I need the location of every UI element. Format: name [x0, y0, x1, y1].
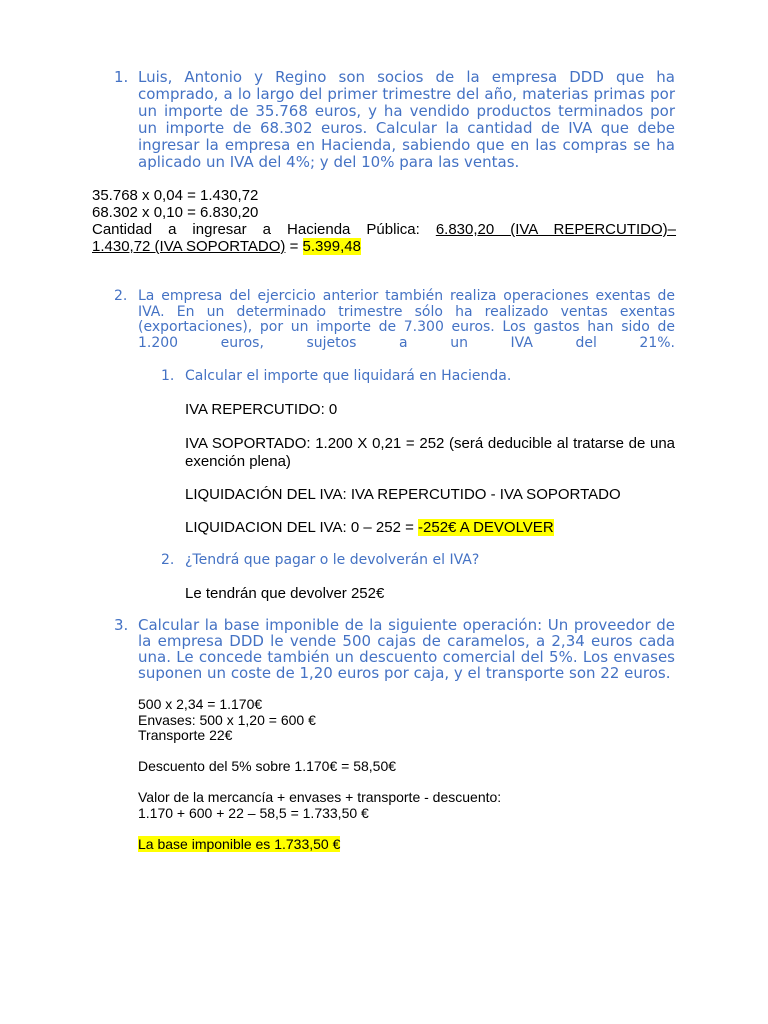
answer-2-1-prefix: LIQUIDACION DEL IVA: 0 – 252 = [185, 519, 419, 536]
question-3-number: 3. [114, 616, 129, 634]
answer-3-line-2: Envases: 500 x 1,20 = 600 € [138, 711, 316, 728]
answer-2-2-line-1: Le tendrán que devolver 252€ [185, 585, 385, 602]
subquestion-2-1-text: Calcular el importe que liquidará en Hacienda. [185, 368, 512, 384]
question-2-number: 2. [114, 288, 128, 304]
question-1 [114, 68, 675, 171]
answer-3-line-5: Valor de la mercancía + envases + transporte - descuento: [138, 789, 502, 805]
answer-1-line-1: 35.768 x 0,04 = 1.430,72 [92, 187, 259, 204]
answer-3-line-1: 500 x 2,34 = 1.170€ [138, 696, 263, 712]
answer-1-result: 5.399,48 [302, 238, 361, 255]
answer-1-line-2: 68.302 x 0,10 = 6.830,20 [92, 204, 259, 221]
subquestion-2-1 [161, 368, 675, 385]
answer-1-line-3 [92, 222, 676, 237]
answer-2-1-result: -252€ A DEVOLVER [418, 519, 554, 536]
answer-3-line-4: Descuento del 5% sobre 1.170€ = 58,50€ [138, 757, 397, 774]
subquestion-2-1-number: 1. [161, 368, 175, 384]
answer-3-result: La base imponible es 1.733,50 € [138, 836, 341, 852]
answer-3 [138, 697, 675, 853]
answer-3-line-7 [138, 837, 675, 853]
subquestion-2-2 [161, 552, 675, 569]
answer-2-1-line-4 [185, 520, 675, 535]
question-1-text: Luis, Antonio y Regino son socios de la empresa DDD que ha comprado, a lo largo del primer trimestre del año, materias primas por un importe de 35.768 euros, y ha vendido productos terminados por un importe de 68.302 euros. Calcular la cantidad de IVA que debe ingresar la empresa en Hacienda, sabiendo que en las compras se ha aplicado un IVA del 4%; y del 10% para las ventas. [138, 68, 675, 171]
answer-1-prefix: Cantidad a ingresar a Hacienda Pública: [92, 221, 420, 238]
answer-1 [92, 188, 676, 254]
question-1-number: 1. [114, 68, 129, 86]
subquestion-2-2-text: ¿Tendrá que pagar o le devolverán el IVA? [185, 552, 480, 568]
answer-2-1-line-3: LIQUIDACIÓN DEL IVA: IVA REPERCUTIDO - IVA SOPORTADO [185, 486, 621, 503]
subquestion-2-2-number: 2. [161, 552, 175, 568]
answer-1-line-4 [92, 239, 676, 254]
question-2 [114, 288, 675, 351]
answer-2-1-line-2: IVA SOPORTADO: 1.200 X 0,21 = 252 (será deducible al tratarse de una exención plena) [185, 435, 675, 470]
question-2-text: La empresa del ejercicio anterior también realiza operaciones exentas de IVA. En un determinado trimestre sólo ha realizado ventas exentas (exportaciones), por un importe de 7.300 euros. Los gastos han sido de 1.200 euros, sujetos a un IVA del 21%. [138, 288, 675, 351]
question-3-text: Calcular la base imponible de la siguiente operación: Un proveedor de la empresa DDD le vende 500 cajas de caramelos, a 2,34 euros cada una. Le concede también un descuento comercial del 5%. Los envases suponen un coste de 1,20 euros por caja, y el transporte son 22 euros. [138, 616, 675, 682]
answer-3-line-6: 1.170 + 600 + 22 – 58,5 = 1.733,50 € [138, 804, 369, 821]
answer-2-1 [185, 402, 675, 535]
answer-2-1-line-1: IVA REPERCUTIDO: 0 [185, 401, 338, 418]
answer-3-line-3: Transporte 22€ [138, 727, 233, 743]
question-3 [114, 616, 675, 682]
answer-1-equals: = [285, 238, 303, 255]
answer-1-underlined-b: 1.430,72 (IVA SOPORTADO) [92, 238, 286, 255]
answer-2-2 [185, 586, 675, 601]
answer-1-underlined-a: 6.830,20 (IVA REPERCUTIDO)– [435, 221, 677, 238]
